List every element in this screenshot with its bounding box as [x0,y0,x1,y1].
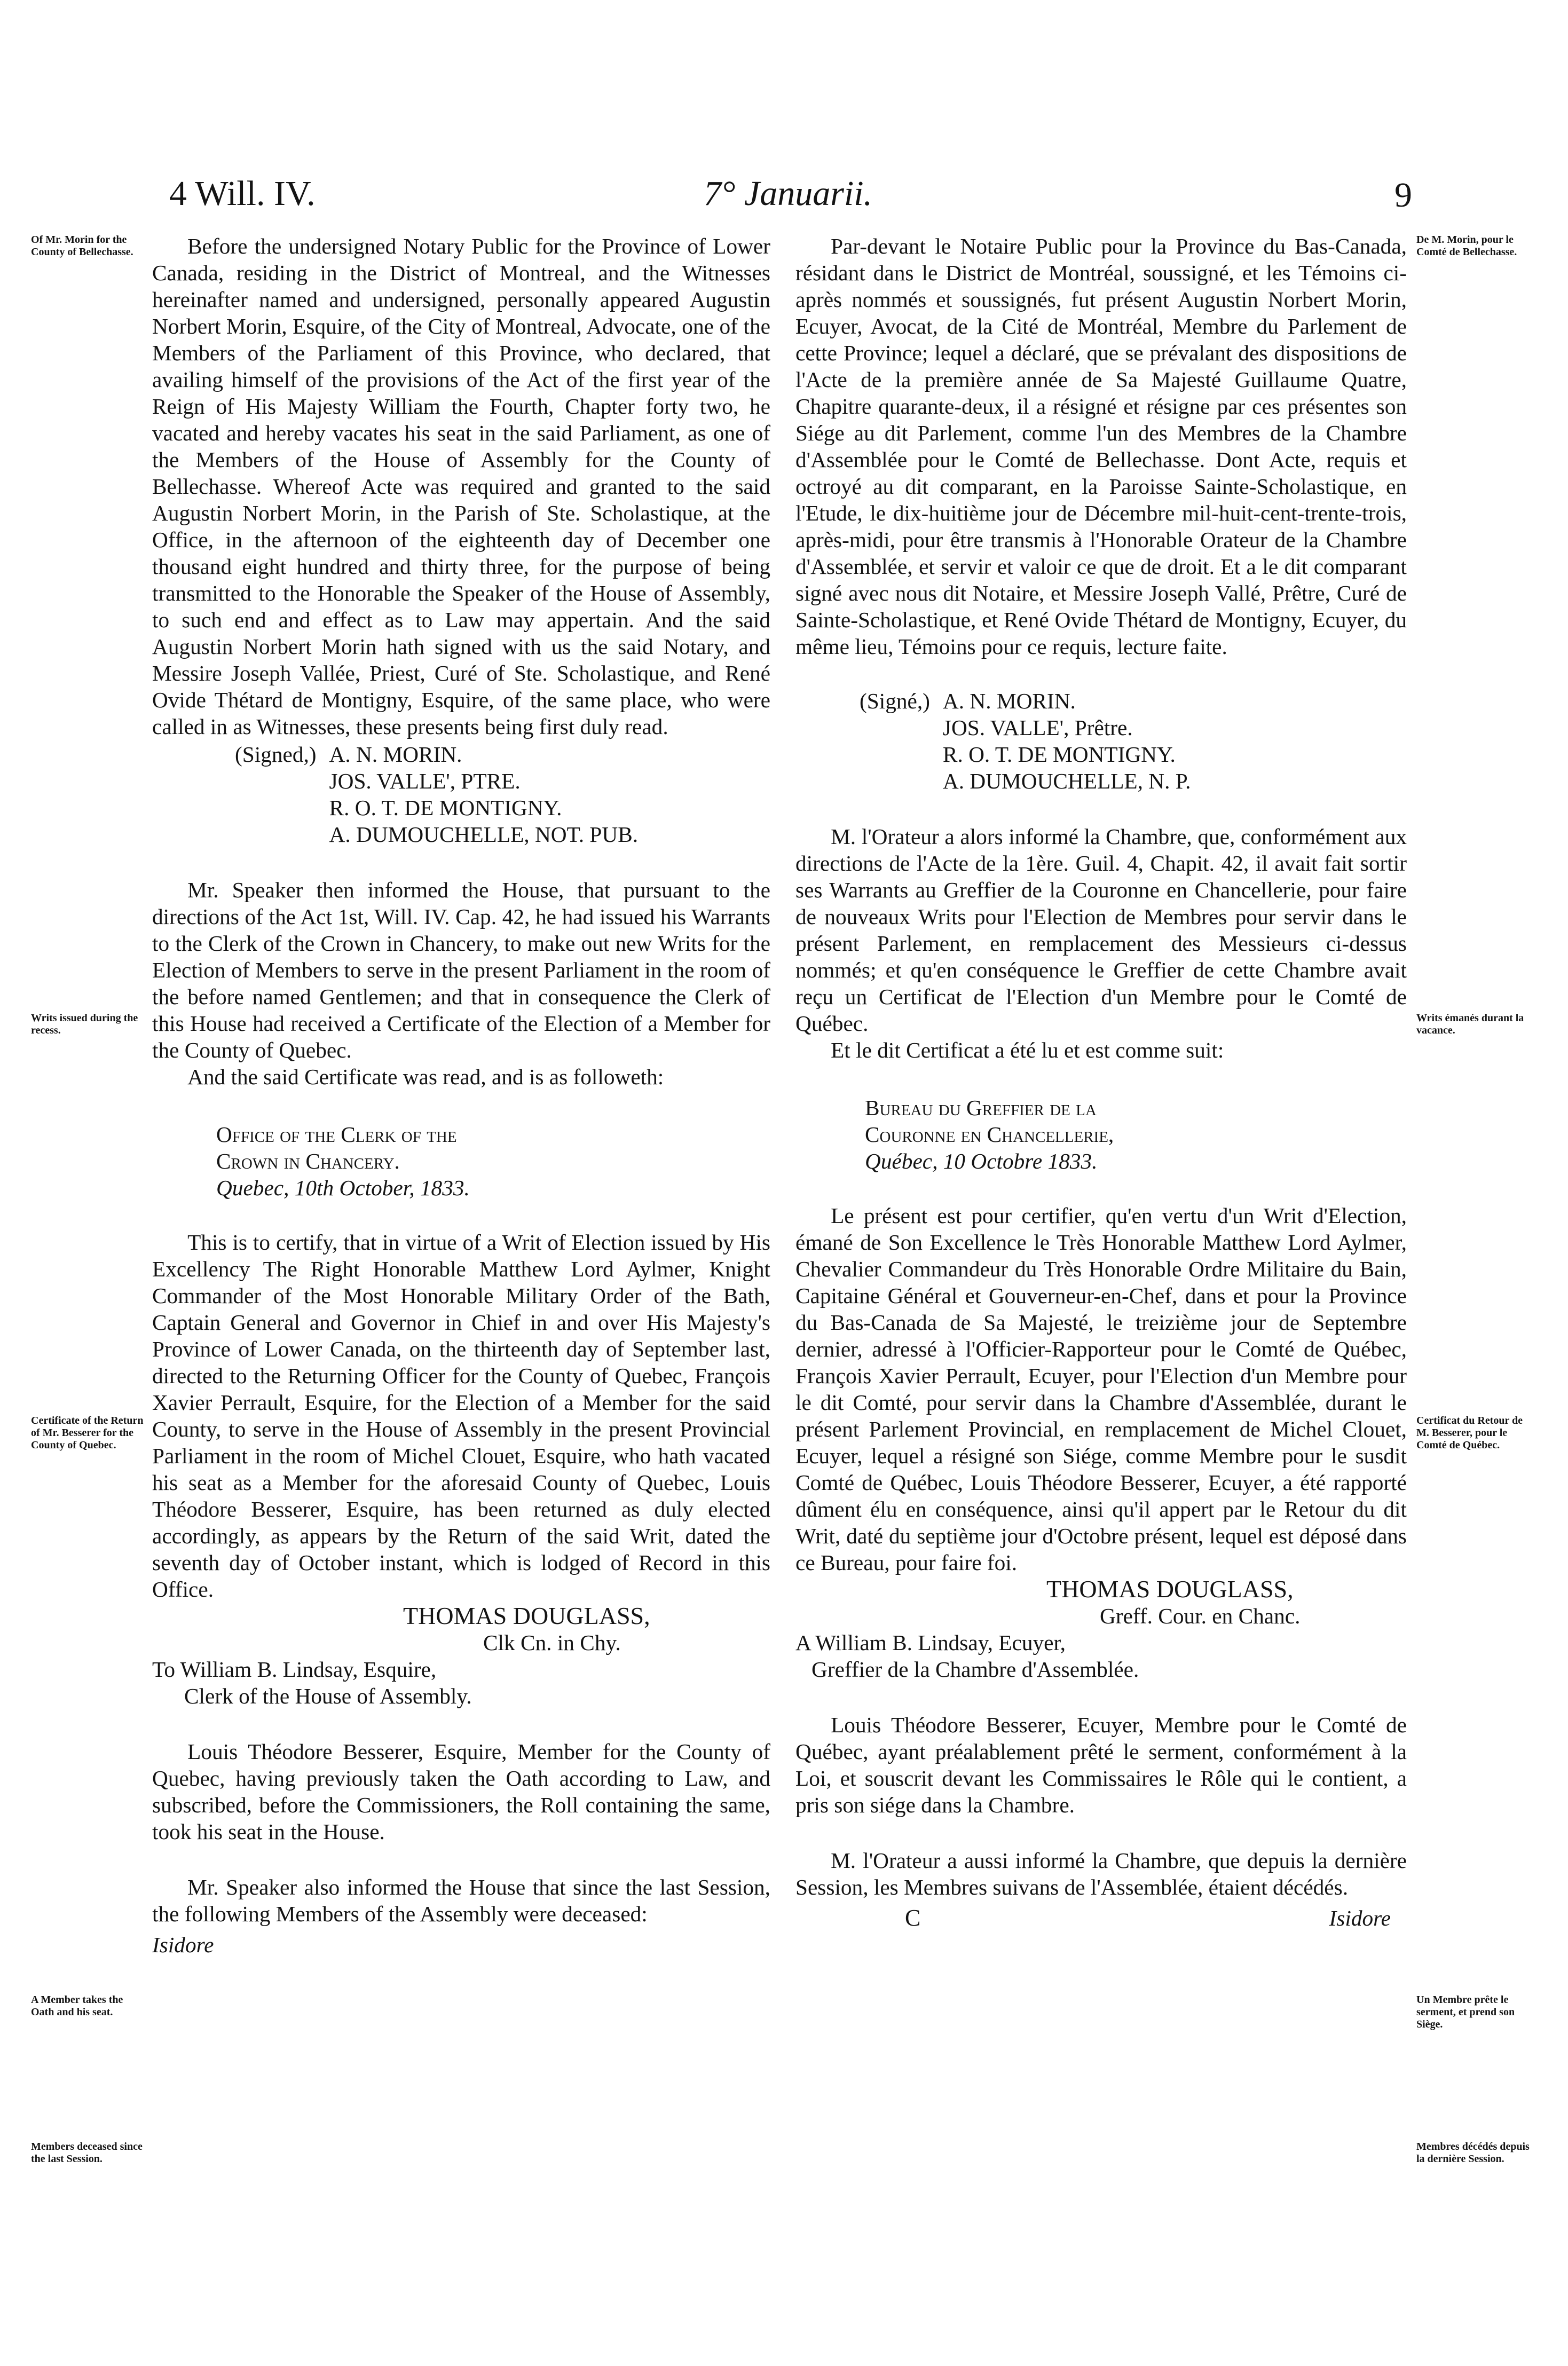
english-signed-label: (Signed,) [235,742,317,767]
margin-note-left-5: Members deceased since the last Session. [31,2141,143,2165]
english-signature-3: R. O. T. DE MONTIGNY. [329,795,562,820]
english-office-line-1: Office of the Clerk of the [216,1122,457,1147]
english-catchword: Isidore [152,1933,214,1957]
french-douglass-name: THOMAS DOUGLASS, [1046,1575,1294,1603]
french-catchword: Isidore [1329,1906,1391,1930]
french-signed-label: (Signé,) [860,689,930,713]
french-certificate-read: Et le dit Certificat a été lu et est comme suit: [831,1038,1224,1062]
french-signature-4: A. DUMOUCHELLE, N. P. [942,769,1191,793]
signature-mark: C [905,1905,921,1931]
english-office-heading [152,1121,601,1201]
english-certificate-text: This is to certify, that in virtue of a Writ of Election issued by His Excellency The Right Honorable Matthew Lord Aylmer, Knight Commander of the Most Honorable Military Order of the Bath, Captain General and Governor in Chief in and over His Majesty's Province of Lower Canada, on the thirteenth day of September last, directed to the Returning Officer for the County of Quebec, François Xavier Perrault, Esquire, for the Election of a Member for the said County, to serve in the House of Assembly in the present Provincial Parliament in the room of Michel Clouet, Esquire, who hath vacated his seat as a Member for the aforesaid County of Quebec, Louis Théodore Besserer, Esquire, has been returned as duly elected accordingly, as appears by the Return of the said Writ, dated the seventh day of October instant, which is lodged of Record in this Office. [152,1230,770,1602]
english-speaker-writs: Mr. Speaker then informed the House, that pursuant to the directions of the Act 1st, Will. IV. Cap. 42, he had issued his Warrants to the Clerk of the Crown in Chancery, to make out new Writs for the Election of Members to serve in the present Parliament in the room of the before named Gentlemen; and that in consequence the Clerk of this House had received a Certificate of the Election of a Member for the County of Quebec. [152,878,770,1062]
french-clerk-line: Greffier de la Chambre d'Assemblée. [811,1657,1139,1682]
regnal-year: 4 Will. IV. [169,174,316,213]
french-office-line-2: Couronne en Chancellerie, [865,1122,1114,1147]
english-signature-4: A. DUMOUCHELLE, NOT. PUB. [329,822,639,847]
margin-note-left-2: Writs issued during the recess. [31,1012,138,1036]
margin-note-right-1: De M. Morin, pour le Comté de Bellechasse. [1416,234,1517,258]
french-office-heading [795,1094,1249,1174]
page-date: 7° Januarii. [704,174,873,213]
margin-note-right-5: Membres décédés depuis la dernière Session. [1416,2141,1530,2165]
english-to-line: To William B. Lindsay, Esquire, [152,1657,437,1682]
page-number: 9 [1394,176,1412,215]
french-office-date: Québec, 10 Octobre 1833. [865,1149,1098,1173]
french-certificate-signer [795,1576,1407,1629]
french-notarial-act: Par-devant le Notaire Public pour la Province du Bas-Canada, résidant dans le District de Montréal, soussigné, et les Témoins ci-après nommés et soussignés, fut présent Augustin Norbert Morin, Ecuyer, Avocat, de la Cité de Montréal, Membre du Parlement de cette Province; lequel a déclaré, que se prévalant des dispositions de l'Acte de la première année de Sa Majesté Guillaume Quatre, Chapitre quarante-deux, il a résigné et résigne par ces présentes son Siége au dit Parlement, comme l'un des Membres de la Chambre d'Assemblée pour le Comté de Bellechasse. Dont Acte, requis et octroyé au dit comparant, en la Paroisse Sainte-Scholastique, en l'Etude, le dix-huitième jour de Décembre mil-huit-cent-trente-trois, après-midi, pour être transmis à l'Honorable Orateur de la Chambre d'Assemblée, et servir et valoir ce que de droit. Et a le dit comparant signé avec nous dit Notaire, et Messire Joseph Vallé, Prêtre, Curé de Sainte-Scholastique, et René Ovide Thétard de Montigny, Ecuyer, du même lieu, Témoins pour ce requis, lecture faite. [795,234,1407,659]
english-douglass-title: Clk Cn. in Chy. [483,1630,621,1655]
french-to-line: A William B. Lindsay, Ecuyer, [795,1630,1066,1655]
english-signature-2: JOS. VALLE', PTRE. [329,769,521,793]
english-certificate-signer [152,1603,770,1656]
margin-note-right-2: Writs émanés durant la vacance. [1416,1012,1524,1036]
english-members-deceased: Mr. Speaker also informed the House that since the last Session, the following Members of the Assembly were deceased: [152,1875,770,1926]
french-signature-2: JOS. VALLE', [942,715,1069,740]
french-speaker-writs: M. l'Orateur a alors informé la Chambre, que, conformément aux directions de l'Acte de la 1ère. Guil. 4, Chapit. 42, il avait fait sortir ses Warrants au Greffier de la Couronne en Chancellerie, pour faire de nouveaux Writs pour l'Election de Membres pour servir dans le présent Parlement, en remplacement des Messieurs ci-dessus nommés; et qu'en conséquence le Greffier de cette Chambre avait reçu un Certificat de l'Election d'un Membre pour le Comté de Québec. [795,824,1407,1036]
english-office-date: Quebec, 10th October, 1833. [216,1176,470,1200]
english-office-line-2: Crown in Chancery. [216,1149,400,1173]
french-certificate-text: Le présent est pour certifier, qu'en vertu d'un Writ d'Election, émané de Son Excellence le Très Honorable Matthew Lord Aylmer, Chevalier Commandeur du Très Honorable Ordre Militaire du Bain, Capitaine Général et Gouverneur-en-Chef, dans et pour la Province du Bas-Canada de Sa Majesté, le treizième jour de Septembre dernier, adressé à l'Officier-Rapporteur pour le Comté de Québec, François Xavier Perrault, Ecuyer, pour l'Election d'un Membre pour le dit Comté, pour servir dans la Chambre d'Assemblée, durant le présent Parlement Provincial, en remplacement de Michel Clouet, Ecuyer, lequel a résigné son Siége, comme Membre pour le susdit Comté de Québec, Louis Théodore Besserer, Ecuyer, a été rapporté dûment élu en conséquence, ainsi qu'il appert par le Retour du dit Writ, daté du septième jour d'Octobre présent, lequel est déposé dans ce Bureau, pour faire foi. [795,1203,1407,1575]
english-douglass-name: THOMAS DOUGLASS, [403,1602,650,1629]
english-oath-taken: Louis Théodore Besserer, Esquire, Member for the County of Quebec, having previously taken the Oath according to Law, and subscribed, before the Commissioners, the Roll containing the same, took his seat in the House. [152,1739,770,1844]
french-oath-taken: Louis Théodore Besserer, Ecuyer, Membre pour le Comté de Québec, ayant préalablement prêté le serment, conformément à la Loi, et souscrit devant les Commissaires le Rôle qui le contient, a pris son siége dans la Chambre. [795,1713,1407,1817]
french-members-deceased: M. l'Orateur a aussi informé la Chambre, que depuis la dernière Session, les Membres suivans de l'Assemblée, étaient décédés. [795,1848,1407,1899]
english-column [152,233,770,1958]
english-certificate-read: And the said Certificate was read, and is as followeth: [187,1064,664,1089]
english-notarial-act: Before the undersigned Notary Public for the Province of Lower Canada, residing in the District of Montreal, and the Witnesses hereinafter named and undersigned, personally appeared Augustin Norbert Morin, Esquire, of the City of Montreal, Advocate, one of the Members of the Parliament of this Province, who declared, that availing himself of the provisions of the Act of the first year of the Reign of His Majesty William the Fourth, Chapter forty two, he vacated and hereby vacates his seat in the said Parliament, as one of the Members of the House of Assembly for the County of Bellechasse. Whereof Acte was required and granted to the said Augustin Norbert Morin, in the Parish of Ste. Scholastique, at the Office, in the afternoon of the eighteenth day of December one thousand eight hundred and thirty three, for the purpose of being transmitted to the Honorable the Speaker of the House of Assembly, to such end and effect as to Law may appertain. And the said Augustin Norbert Morin hath signed with us the said Notary, and Messire Joseph Vallée, Priest, Curé of Ste. Scholastique, and René Ovide Thétard de Montigny, Esquire, of the same place, who were called in as Witnesses, these presents being first duly read. [152,234,770,739]
french-signature-block [795,688,1407,794]
margin-note-right-3: Certificat du Retour de M. Besserer, pour le Comté de Québec. [1416,1415,1523,1451]
french-signature-2-title: Prêtre. [1074,715,1133,740]
french-footer-line [795,1905,1407,1931]
english-signature-1: A. N. MORIN. [329,742,462,767]
english-signature-block [152,741,770,848]
french-douglass-title: Greff. Cour. en Chanc. [1100,1604,1301,1628]
french-signature-3: R. O. T. DE MONTIGNY. [942,742,1176,767]
french-signature-1: A. N. MORIN. [942,689,1076,713]
english-clerk-line: Clerk of the House of Assembly. [184,1684,472,1708]
french-office-line-1: Bureau du Greffier de la [865,1095,1097,1120]
margin-note-left-3: Certificate of the Return of Mr. Besserer for the County of Quebec. [31,1415,144,1451]
margin-note-left-4: A Member takes the Oath and his seat. [31,1994,123,2018]
margin-note-right-4: Un Membre prête le serment, et prend son Siège. [1416,1994,1515,2030]
margin-note-left-1: Of Mr. Morin for the County of Bellechasse. [31,234,133,258]
french-column [795,233,1407,1931]
